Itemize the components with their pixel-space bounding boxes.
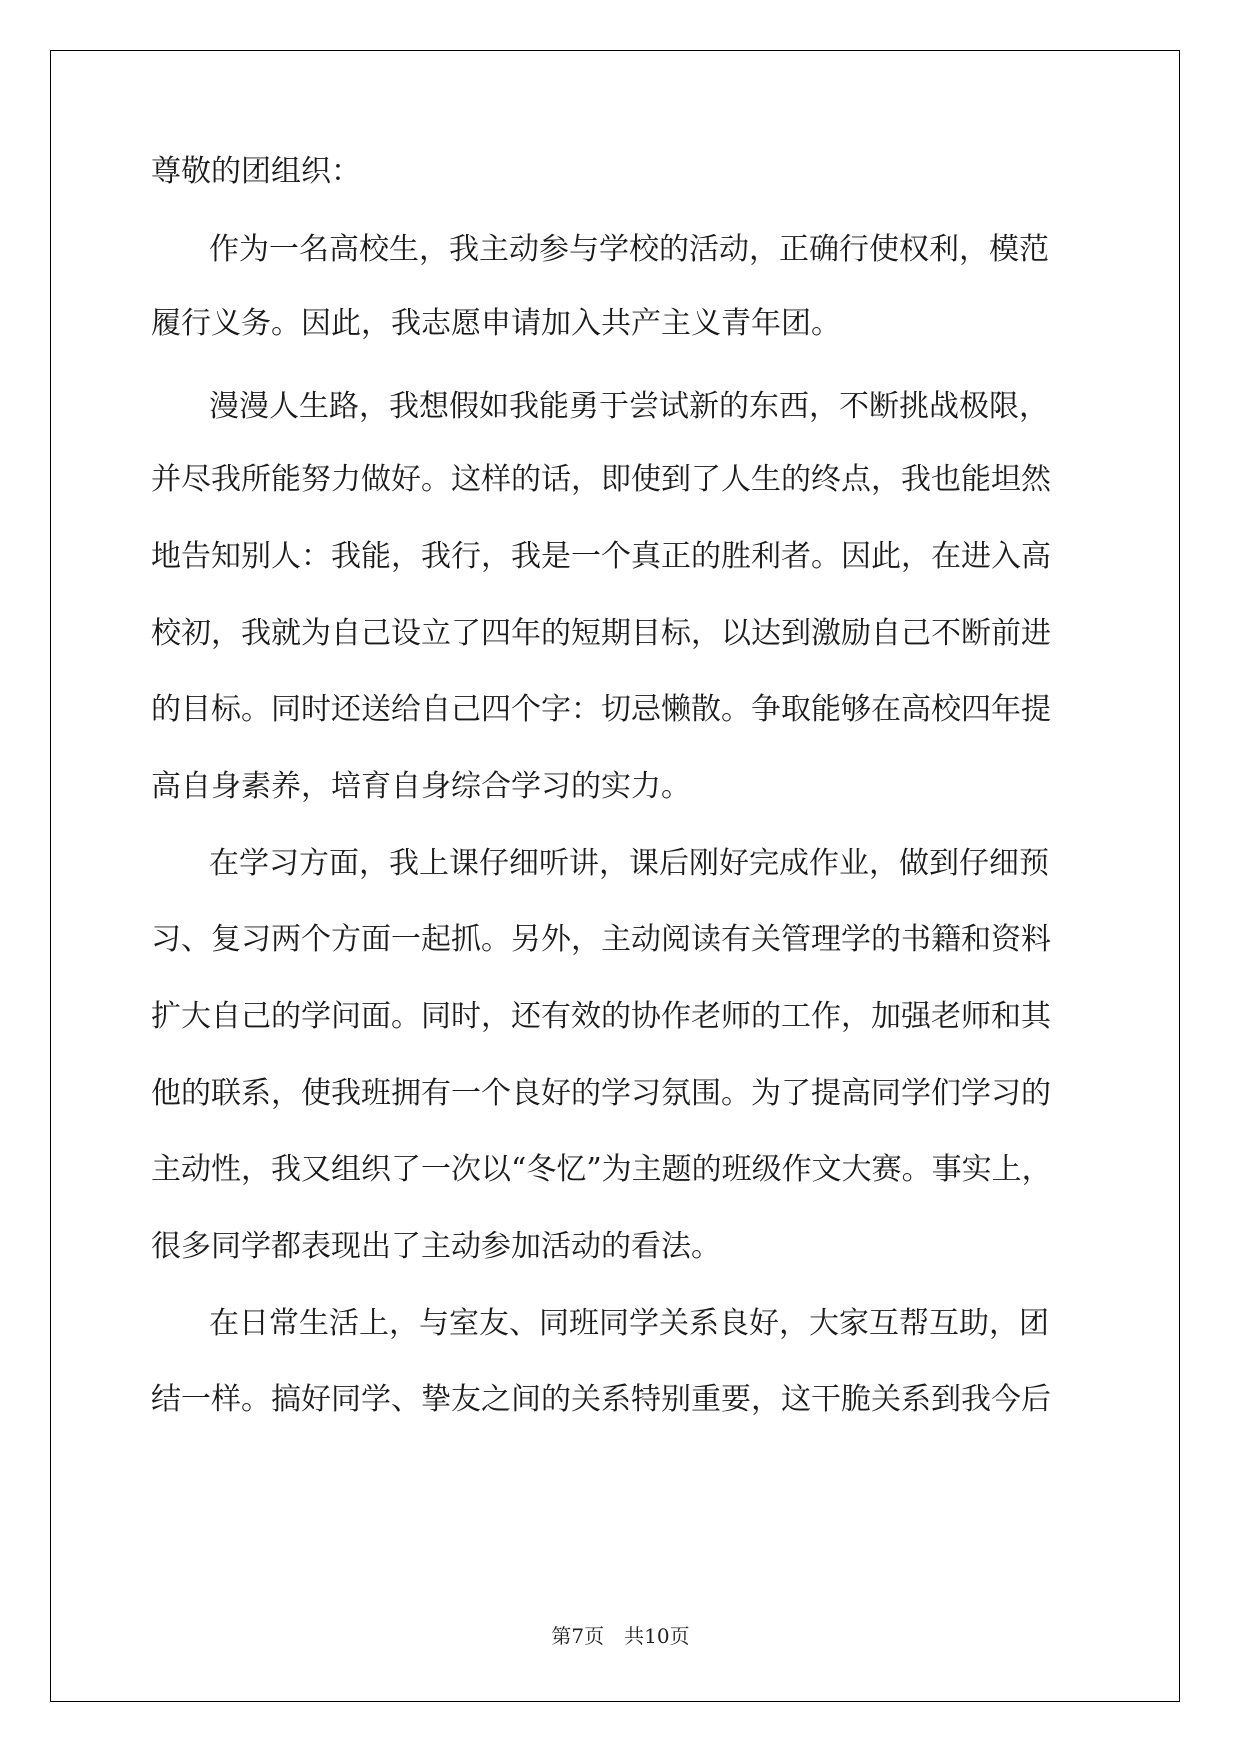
paragraph-line: 在学习方面，我上课仔细听讲，课后刚好完成作业，做到仔细预 (209, 846, 1049, 881)
paragraph-line: 作为一名高校生，我主动参与学校的活动，正确行使权利，模范 (209, 232, 1049, 267)
paragraph-line: 的目标。同时还送给自己四个字：切忌懒散。争取能够在高校四年提 (151, 692, 1051, 727)
paragraph-line: 高自身素养，培育自身综合学习的实力。 (151, 769, 691, 804)
page-number: 第7页 共10页 (551, 1624, 690, 1648)
paragraph-line: 他的联系，使我班拥有一个良好的学习氛围。为了提高同学们学习的 (151, 1076, 1051, 1111)
paragraph-line: 主动性，我又组织了一次以“冬忆”为主题的班级作文大赛。事实上， (151, 1152, 1052, 1187)
paragraph-line: 在日常生活上，与室友、同班同学关系良好，大家互帮互助，团 (209, 1306, 1049, 1341)
paragraph-line: 结一样。搞好同学、挚友之间的关系特别重要，这干脆关系到我今后 (151, 1382, 1051, 1417)
paragraph-line: 扩大自己的学问面。同时，还有效的协作老师的工作，加强老师和其 (151, 999, 1051, 1034)
paragraph-line: 履行义务。因此，我志愿申请加入共产主义青年团。 (151, 306, 841, 341)
paragraph-line: 习、复习两个方面一起抓。另外，主动阅读有关管理学的书籍和资料 (151, 922, 1051, 957)
paragraph-line: 地告知别人：我能，我行，我是一个真正的胜利者。因此，在进入高 (151, 539, 1051, 574)
salutation: 尊敬的团组织： (151, 154, 361, 189)
paragraph-line: 并尽我所能努力做好。这样的话，即使到了人生的终点，我也能坦然 (151, 462, 1051, 497)
paragraph-line: 很多同学都表现出了主动参加活动的看法。 (151, 1229, 721, 1264)
paragraph-line: 漫漫人生路，我想假如我能勇于尝试新的东西，不断挑战极限， (209, 389, 1049, 424)
paragraph-line: 校初，我就为自己设立了四年的短期目标，以达到激励自己不断前进 (151, 616, 1051, 651)
